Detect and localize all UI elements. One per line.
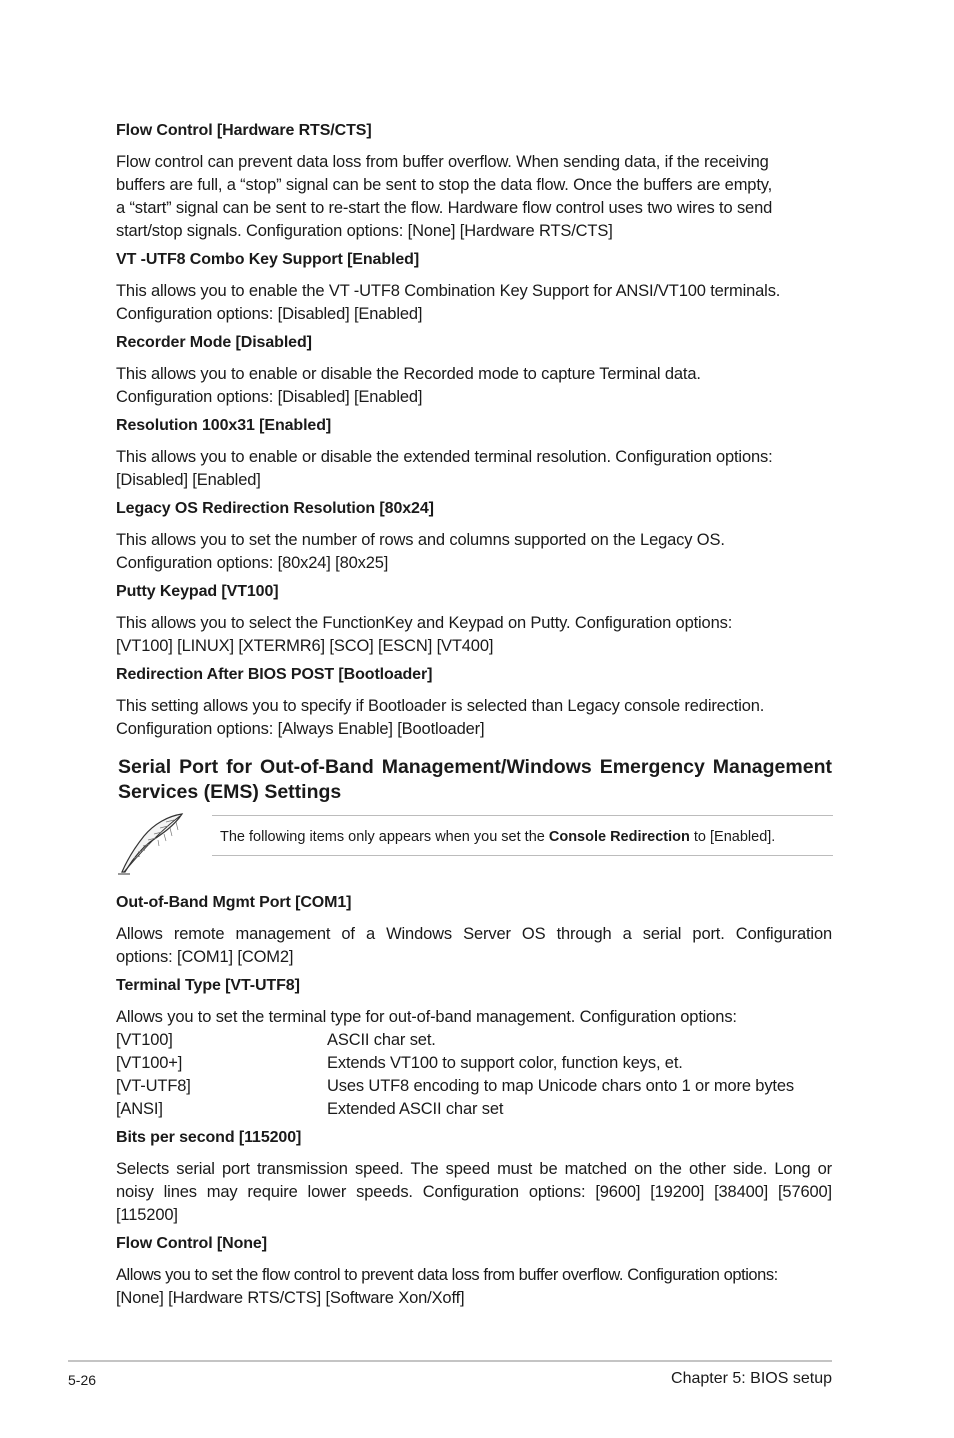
- text-line: Flow control can prevent data loss from buffer overflow. When sending data, if the receiving: [116, 153, 769, 171]
- text-line: noisy lines may require lower speeds. Configuration options: [9600] [19200] [38400] [57600]: [116, 1183, 832, 1201]
- option-row: [116, 1029, 832, 1052]
- note-text-bold: Console Redirection: [548, 829, 690, 845]
- text-line: This allows you to enable the VT -UTF8 Combination Key Support for ANSI/VT100 terminals.: [116, 282, 781, 300]
- heading-recorder-mode: Recorder Mode [Disabled]: [116, 334, 312, 351]
- text-recorder-mode: [116, 363, 832, 409]
- text-line: Selects serial port transmission speed. The speed must be matched on the other side. Long or: [116, 1160, 832, 1178]
- text-line: a “start” signal can be sent to re-start the flow. Hardware flow control uses two wires to send: [116, 199, 773, 217]
- note-text-after: to [Enabled].: [689, 829, 776, 845]
- note-text: [220, 828, 775, 846]
- text-line: Configuration options: [Disabled] [Enabled]: [116, 305, 423, 323]
- text-terminal-type: [116, 1006, 832, 1121]
- option-key: [VT-UTF8]: [116, 1077, 191, 1095]
- text-putty-keypad: [116, 612, 832, 658]
- ems-sections: [116, 893, 832, 1317]
- text-line: Allows you to set the terminal type for out-of-band management. Configuration options:: [116, 1008, 737, 1026]
- heading-redirection-after-post: Redirection After BIOS POST [Bootloader]: [116, 666, 433, 683]
- text-line: [None] [Hardware RTS/CTS] [Software Xon/Xoff]: [116, 1289, 465, 1307]
- text-line: This allows you to enable or disable the extended terminal resolution. Configuration options:: [116, 448, 773, 466]
- heading-putty-keypad: Putty Keypad [VT100]: [116, 583, 279, 600]
- section-flow-control-none: [116, 1234, 832, 1310]
- text-line: Configuration options: [Always Enable] [Bootloader]: [116, 720, 485, 738]
- text-redirection-after-post: [116, 695, 832, 741]
- text-line: Allows remote management of a Windows Server OS through a serial port. Configuration: [116, 925, 832, 943]
- note-text-before: The following items only appears when you set the: [220, 829, 549, 845]
- text-line: [Disabled] [Enabled]: [116, 471, 261, 489]
- section-redirection-after-post: [116, 665, 832, 741]
- text-legacy-os: [116, 529, 832, 575]
- option-desc: Uses UTF8 encoding to map Unicode chars onto 1 or more bytes: [327, 1077, 794, 1095]
- section-bits-per-second: [116, 1128, 832, 1227]
- text-line: options: [COM1] [COM2]: [116, 948, 294, 966]
- section-oob-port: [116, 893, 832, 969]
- heading-bits-per-second: Bits per second [115200]: [116, 1129, 302, 1146]
- text-line: [115200]: [116, 1206, 178, 1224]
- text-resolution: [116, 446, 832, 492]
- text-line: Allows you to set the flow control to prevent data loss from buffer overflow. Configuration options:: [116, 1266, 778, 1284]
- text-line: [VT100] [LINUX] [XTERMR6] [SCO] [ESCN] [VT400]: [116, 637, 494, 655]
- text-line: start/stop signals. Configuration options: [None] [Hardware RTS/CTS]: [116, 222, 613, 240]
- text-flow-control-none: [116, 1264, 832, 1310]
- note-divider-bottom: [212, 855, 833, 856]
- section-flow-control-hw: [116, 121, 832, 243]
- section-recorder-mode: [116, 333, 832, 409]
- section-title-line: Services (EMS) Settings: [118, 781, 342, 803]
- text-line: Configuration options: [Disabled] [Enabled]: [116, 388, 423, 406]
- heading-flow-control-hw: Flow Control [Hardware RTS/CTS]: [116, 122, 372, 139]
- section-title-ems: [118, 755, 832, 805]
- option-key: [ANSI]: [116, 1100, 163, 1118]
- heading-resolution: Resolution 100x31 [Enabled]: [116, 417, 332, 434]
- text-line: buffers are full, a “stop” signal can be sent to stop the data flow. Once the buffers are empty,: [116, 176, 773, 194]
- text-oob-port: [116, 923, 832, 969]
- top-sections: [116, 121, 832, 748]
- text-vt-utf8-combo: [116, 280, 832, 326]
- note-box: [116, 812, 833, 876]
- option-key: [VT100+]: [116, 1054, 183, 1072]
- section-resolution: [116, 416, 832, 492]
- text-line: This allows you to set the number of rows and columns supported on the Legacy OS.: [116, 531, 725, 549]
- footer-divider: [68, 1360, 832, 1362]
- heading-vt-utf8-combo: VT -UTF8 Combo Key Support [Enabled]: [116, 251, 420, 268]
- option-key: [VT100]: [116, 1031, 173, 1049]
- section-terminal-type: [116, 976, 832, 1121]
- text-line: Configuration options: [80x24] [80x25]: [116, 554, 389, 572]
- heading-legacy-os: Legacy OS Redirection Resolution [80x24]: [116, 500, 434, 517]
- option-desc: Extended ASCII char set: [327, 1100, 504, 1118]
- option-row: [116, 1098, 832, 1121]
- option-row: [116, 1075, 832, 1098]
- heading-flow-control-none: Flow Control [None]: [116, 1235, 267, 1252]
- section-vt-utf8-combo: [116, 250, 832, 326]
- option-desc: Extends VT100 to support color, function keys, et.: [327, 1054, 683, 1072]
- section-legacy-os: [116, 499, 832, 575]
- heading-oob-port: Out-of-Band Mgmt Port [COM1]: [116, 894, 352, 911]
- note-divider-top: [212, 815, 833, 816]
- text-line: This setting allows you to specify if Bootloader is selected than Legacy console redirection.: [116, 697, 765, 715]
- option-desc: ASCII char set.: [327, 1031, 436, 1049]
- section-putty-keypad: [116, 582, 832, 658]
- option-row: [116, 1052, 832, 1075]
- text-bits-per-second: [116, 1158, 832, 1227]
- chapter-title: Chapter 5: BIOS setup: [671, 1370, 832, 1387]
- text-flow-control-hw: [116, 151, 832, 243]
- section-title-line: Serial Port for Out-of-Band Management/Windows Emergency Management: [118, 756, 832, 778]
- feather-pen-icon: [116, 812, 186, 876]
- page-number: 5-26: [68, 1372, 97, 1388]
- heading-terminal-type: Terminal Type [VT-UTF8]: [116, 977, 300, 994]
- text-line: This allows you to select the FunctionKey and Keypad on Putty. Configuration options:: [116, 614, 733, 632]
- text-line: This allows you to enable or disable the Recorded mode to capture Terminal data.: [116, 365, 701, 383]
